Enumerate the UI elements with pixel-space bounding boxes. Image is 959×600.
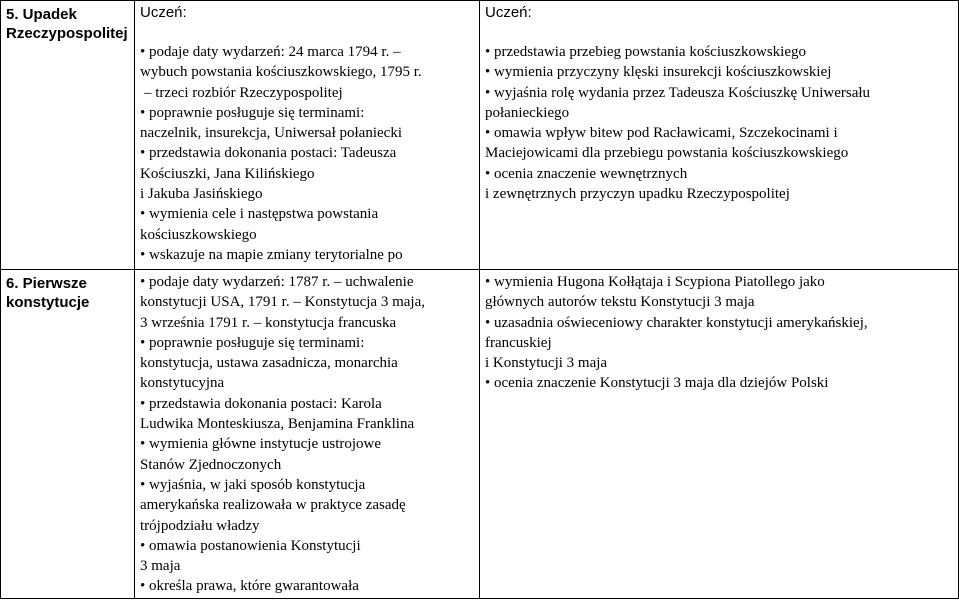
list-item: 3 września 1791 r. – konstytucja francuska [140, 314, 397, 331]
requirement-list [140, 42, 475, 265]
table-row [1, 270, 959, 599]
list-item: • uzasadnia oświeceniowy charakter konstytucji amerykańskiej, [485, 314, 868, 331]
list-item: • poprawnie posługuje się terminami: [140, 104, 365, 121]
list-item: Kościuszki, Jana Kilińskiego [140, 165, 315, 182]
list-item: • ocenia znaczenie Konstytucji 3 maja dla dziejów Polski [485, 375, 829, 392]
list-item: • wskazuje na mapie zmiany terytorialne po [140, 246, 403, 263]
list-item: i Jakuba Jasińskiego [140, 186, 263, 203]
list-item: • przedstawia przebieg powstania kościuszkowskiego [485, 44, 806, 60]
list-item: konstytucji USA, 1791 r. – Konstytucja 3 maja, [140, 294, 425, 311]
list-item: głównych autorów tekstu Konstytucji 3 maja [485, 294, 755, 311]
requirement-list [140, 272, 475, 597]
list-item: • wyjaśnia, w jaki sposób konstytucja [140, 476, 366, 493]
list-item: i zewnętrznych przyczyn upadku Rzeczypospolitej [485, 186, 790, 203]
list-item: Stanów Zjednoczonych [140, 456, 282, 473]
extended-requirements-cell [480, 1, 959, 270]
extended-requirements-cell [480, 270, 959, 599]
list-item: połanieckiego [485, 104, 570, 121]
table-row [1, 1, 959, 270]
list-item: – trzeci rozbiór Rzeczypospolitej [144, 84, 343, 101]
list-item: • wymienia Hugona Kołłątaja i Scypiona Piatollego jako [485, 274, 825, 290]
topic-cell [1, 270, 135, 599]
requirement-list [485, 272, 954, 394]
list-item: konstytucja, ustawa zasadnicza, monarchia [140, 355, 398, 372]
list-item: wybuch powstania kościuszkowskiego, 1795 r. [140, 64, 422, 81]
list-item: • przedstawia dokonania postaci: Karola [140, 395, 382, 412]
list-item: • podaje daty wydarzeń: 1787 r. – uchwalenie [140, 274, 414, 290]
list-item: Maciejowicami dla przebiegu powstania kościuszkowskiego [485, 145, 849, 162]
student-header: Uczeń: [140, 4, 187, 21]
list-item: kościuszkowskiego [140, 226, 257, 243]
list-item: 3 maja [140, 558, 181, 575]
requirement-list [485, 42, 954, 204]
list-item: • poprawnie posługuje się terminami: [140, 334, 365, 351]
list-item: i Konstytucji 3 maja [485, 355, 608, 372]
list-item: • ocenia znaczenie wewnętrznych [485, 165, 688, 182]
list-item: • omawia postanowienia Konstytucji [140, 537, 361, 554]
list-item: • wyjaśnia rolę wydania przez Tadeusza Kościuszkę Uniwersału [485, 84, 871, 101]
list-item: • określa prawa, które gwarantowała [140, 578, 359, 595]
list-item: trójpodziału władzy [140, 517, 260, 534]
list-item: • podaje daty wydarzeń: 24 marca 1794 r. – [140, 44, 401, 60]
topic-title: 6. Pierwsze konstytucje [6, 275, 90, 311]
topic-cell [1, 1, 135, 270]
list-item: • przedstawia dokonania postaci: Tadeusza [140, 145, 397, 162]
list-item: • wymienia główne instytucje ustrojowe [140, 436, 382, 453]
student-header: Uczeń: [485, 4, 532, 21]
list-item: • omawia wpływ bitew pod Racławicami, Szczekocinami i [485, 125, 838, 142]
list-item: konstytucyjna [140, 375, 225, 392]
topic-title: 5. Upadek Rzeczypospolitej [6, 6, 128, 42]
basic-requirements-cell [135, 1, 480, 270]
list-item: Ludwika Monteskiusza, Benjamina Franklina [140, 416, 415, 433]
list-item: • wymienia cele i następstwa powstania [140, 206, 379, 223]
list-item: amerykańska realizowała w praktyce zasadę [140, 497, 406, 514]
basic-requirements-cell [135, 270, 480, 599]
list-item: • wymienia przyczyny klęski insurekcji kościuszkowskiej [485, 64, 832, 81]
list-item: francuskiej [485, 334, 552, 351]
list-item: naczelnik, insurekcja, Uniwersał połaniecki [140, 125, 402, 142]
